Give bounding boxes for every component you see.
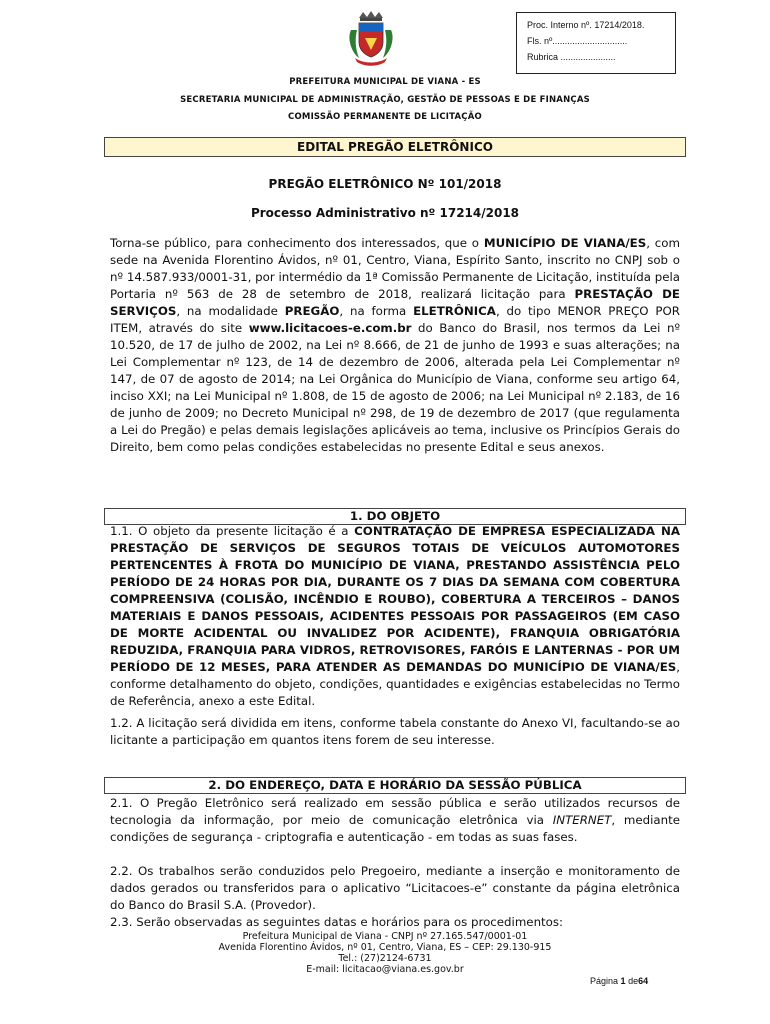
- page-number: [590, 976, 648, 986]
- protocol-stamp: [516, 12, 676, 74]
- section-session-item-3: 2.3. Serão observadas as seguintes datas e horários para os procedimentos:: [110, 915, 564, 929]
- intro-municipality: MUNICÍPIO DE VIANA/ES: [483, 236, 647, 250]
- intro-modality: PREGÃO: [284, 304, 340, 318]
- footer-address: Avenida Florentino Ávidos, nº 01, Centro, Viana, ES – CEP: 29.130-915: [218, 942, 552, 953]
- object-text: 1.1. O objeto da presente licitação é a: [110, 524, 355, 538]
- page-current: 1: [620, 976, 626, 986]
- section-heading-object: 1. DO OBJETO: [104, 508, 686, 525]
- intro-text: Torna-se público, para conhecimento dos interessados, que o: [110, 236, 484, 250]
- document-banner: EDITAL PREGÃO ELETRÔNICO: [104, 137, 686, 157]
- section-session-item-2: 2.2. Os trabalhos serão conduzidos pelo Pregoeiro, mediante a inserção e monitoramento de dados gerados ou transferidos para o aplicativo “Licitacoes-e” constante da página eletrônica do Banco do Brasil S.A. (Provedor).: [110, 864, 680, 912]
- session-internet: INTERNET: [552, 813, 612, 827]
- intro-text: do Banco do Brasil, nos termos da Lei nº 10.520, de 17 de julho de 2002, na Lei nº 8.666, de 21 de junho de 1993 e suas alterações; na Lei Complementar nº 123, de 14 de dezembro de 2006, alterada pela Lei Complementar nº 147, de 07 de agosto de 2014; na Lei Orgânica do Município de Viana, conforme seu artigo 64, inciso XXI; na Lei Municipal nº 1.808, de 15 de agosto de 2006; na Lei Municipal nº 2.183, de 16 de junho de 2009; no Decreto Municipal nº 298, de 19 de dezembro de 2017 (que regulamenta a Lei do Pregão) e pelas demais legislações aplicáveis ao tema, inclusive os Princípios Gerais do Direito, bem como pelas condições estabelecidas no presente Edital e seus anexos.: [110, 321, 680, 454]
- header-commission: COMISSÃO PERMANENTE DE LICITAÇÃO: [288, 112, 482, 122]
- stamp-signature: Rubrica ......................: [527, 52, 616, 62]
- intro-website: www.licitacoes-e.com.br: [248, 321, 412, 335]
- page-label: Página: [590, 976, 619, 986]
- object-text: , conforme detalhamento do objeto, condições, quantidades e exigências estabelecidas no Termo de Referência, anexo a este Edital.: [110, 660, 680, 708]
- stamp-page-number: Fls. nº..............................: [527, 36, 628, 46]
- section-object-item-1: [110, 523, 680, 710]
- intro-text: , com sede na Avenida Florentino Ávidos, nº 01, Centro, Viana, Espírito Santo, inscrito no CNPJ sob o nº 14.587.933/0001-31, por intermédio da 1ª Comissão Permanente de Licitação, instituída pela Portaria nº 563 de 28 de setembro de 2018, realizará licitação para: [110, 236, 680, 301]
- intro-text: , na modalidade: [176, 304, 285, 318]
- intro-service-type: PRESTAÇÃO DE SERVIÇOS: [110, 287, 680, 318]
- footer-cnpj: Prefeitura Municipal de Viana - CNPJ nº 27.165.547/0001-01: [242, 931, 528, 942]
- page-of: de: [628, 976, 639, 986]
- intro-paragraph: [110, 235, 680, 456]
- intro-text: , do tipo MENOR PREÇO POR ITEM, através do site: [110, 304, 680, 335]
- session-text: 2.1. O Pregão Eletrônico será realizado em sessão pública e serão utilizados recursos de tecnologia da informação, por meio de comunicação eletrônica via: [110, 796, 680, 827]
- tender-title: PREGÃO ELETRÔNICO Nº 101/2018: [268, 177, 502, 191]
- footer-email: E-mail: licitacao@viana.es.gov.br: [306, 964, 464, 975]
- stamp-process-number: Proc. Interno nº. 17214/2018.: [527, 20, 645, 30]
- section-heading-session: 2. DO ENDEREÇO, DATA E HORÁRIO DA SESSÃO PÚBLICA: [104, 777, 686, 794]
- page-total: 64: [638, 976, 649, 986]
- header-municipality: PREFEITURA MUNICIPAL DE VIANA - ES: [289, 77, 481, 87]
- session-text: , mediante condições de segurança - criptografia e autenticação - em todas as suas fases.: [110, 813, 680, 844]
- process-title: Processo Administrativo nº 17214/2018: [250, 206, 520, 220]
- header-secretariat: SECRETARIA MUNICIPAL DE ADMINISTRAÇÃO, GESTÃO DE PESSOAS E DE FINANÇAS: [180, 95, 590, 105]
- intro-text: , na forma: [339, 304, 414, 318]
- section-object-item-2: 1.2. A licitação será dividida em itens, conforme tabela constante do Anexo VI, facultando-se ao licitante a participação em quantos itens forem de seu interesse.: [110, 716, 680, 747]
- object-description: CONTRATAÇÃO DE EMPRESA ESPECIALIZADA NA PRESTAÇÃO DE SERVIÇOS DE SEGUROS TOTAIS DE VEÍCULOS AUTOMOTORES PERTENCENTES À FROTA DO MUNICÍPIO DE VIANA, PRESTANDO ASSISTÊNCIA PELO PERÍODO DE 24 HORAS POR DIA, DURANTE OS 7 DIAS DA SEMANA COM COBERTURA COMPREENSIVA (COLISÃO, INCÊNDIO E ROUBO), COBERTURA A TERCEIROS – DANOS MATERIAIS E DANOS PESSOAIS, ACIDENTES PESSOAIS POR PASSAGEIROS (EM CASO DE MORTE ACIDENTAL OU INVALIDEZ POR ACIDENTE), FRANQUIA OBRIGATÓRIA REDUZIDA, FRANQUIA PARA VIDROS, RETROVISORES, FARÓIS E LANTERNAS - POR UM PERÍODO DE 12 MESES, PARA ATENDER AS DEMANDAS DO MUNICÍPIO DE VIANA/ES: [110, 524, 680, 674]
- municipal-coat-of-arms-icon: [345, 8, 397, 68]
- footer-phone: Tel.: (27)2124-6731: [338, 953, 432, 964]
- intro-form: ELETRÔNICA: [413, 304, 496, 318]
- section-session-item-1: [110, 795, 680, 846]
